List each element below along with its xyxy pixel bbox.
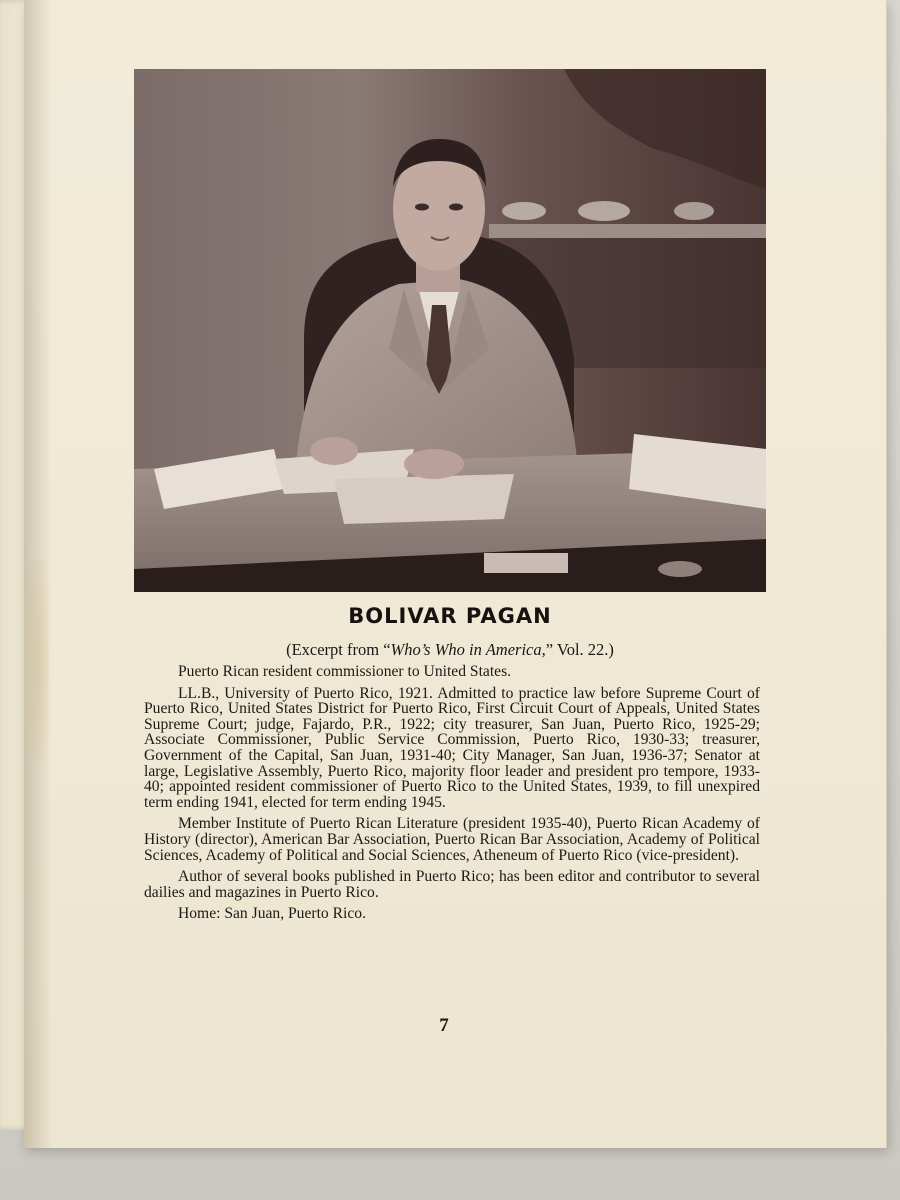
paragraph: Author of several books published in Puerto Rico; has been editor and contributor to several dailies and magazines in Puerto Rico. bbox=[144, 868, 760, 901]
page-number: 7 bbox=[439, 1015, 449, 1036]
paragraph: Puerto Rican resident commissioner to United States. bbox=[178, 663, 512, 680]
document-subtitle bbox=[134, 640, 766, 660]
paragraph: LL.B., University of Puerto Rico, 1921. Admitted to practice law before Supreme Court of Puerto Rico, United States District for Puerto Rico, First Circuit Court of Appeals, United States Supreme Court; judge, Fajardo, P.R., 1922; city treasurer, San Juan, Puerto Rico, 1925-29; Associate Commissioner, Public Service Commission, Puerto Rico, 1930-33; treasurer, Government of the Capital, San Juan, 1931-40; City Manager, San Juan, 1936-37; Senator at large, Legislative Assembly, Puerto Rico, majority floor leader and president pro tempore, 1933-40; appointed resident commissioner of Puerto Rico to the United States, 1939, to fill unexpired term ending 1941, elected for term ending 1945. bbox=[144, 684, 760, 811]
biography-body bbox=[144, 664, 760, 928]
document-title: BOLIVAR PAGAN bbox=[348, 604, 552, 628]
paper-stain bbox=[27, 560, 49, 760]
portrait-illustration bbox=[134, 69, 766, 592]
paragraph: Home: San Juan, Puerto Rico. bbox=[178, 905, 366, 923]
subtitle-prefix: (Excerpt from “ bbox=[286, 640, 391, 659]
subtitle-suffix: ” Vol. 22.) bbox=[545, 640, 614, 659]
subtitle-italic: Who’s Who in America, bbox=[390, 640, 546, 659]
portrait-photo bbox=[134, 69, 766, 592]
paragraph: Member Institute of Puerto Rican Literature (president 1935-40), Puerto Rican Academy of History (director), American Bar Association, Puerto Rican Bar Association, Academy of Political Sciences, Academy of Political and Social Sciences, Atheneum of Puerto Rico (vice-president). bbox=[144, 815, 760, 864]
